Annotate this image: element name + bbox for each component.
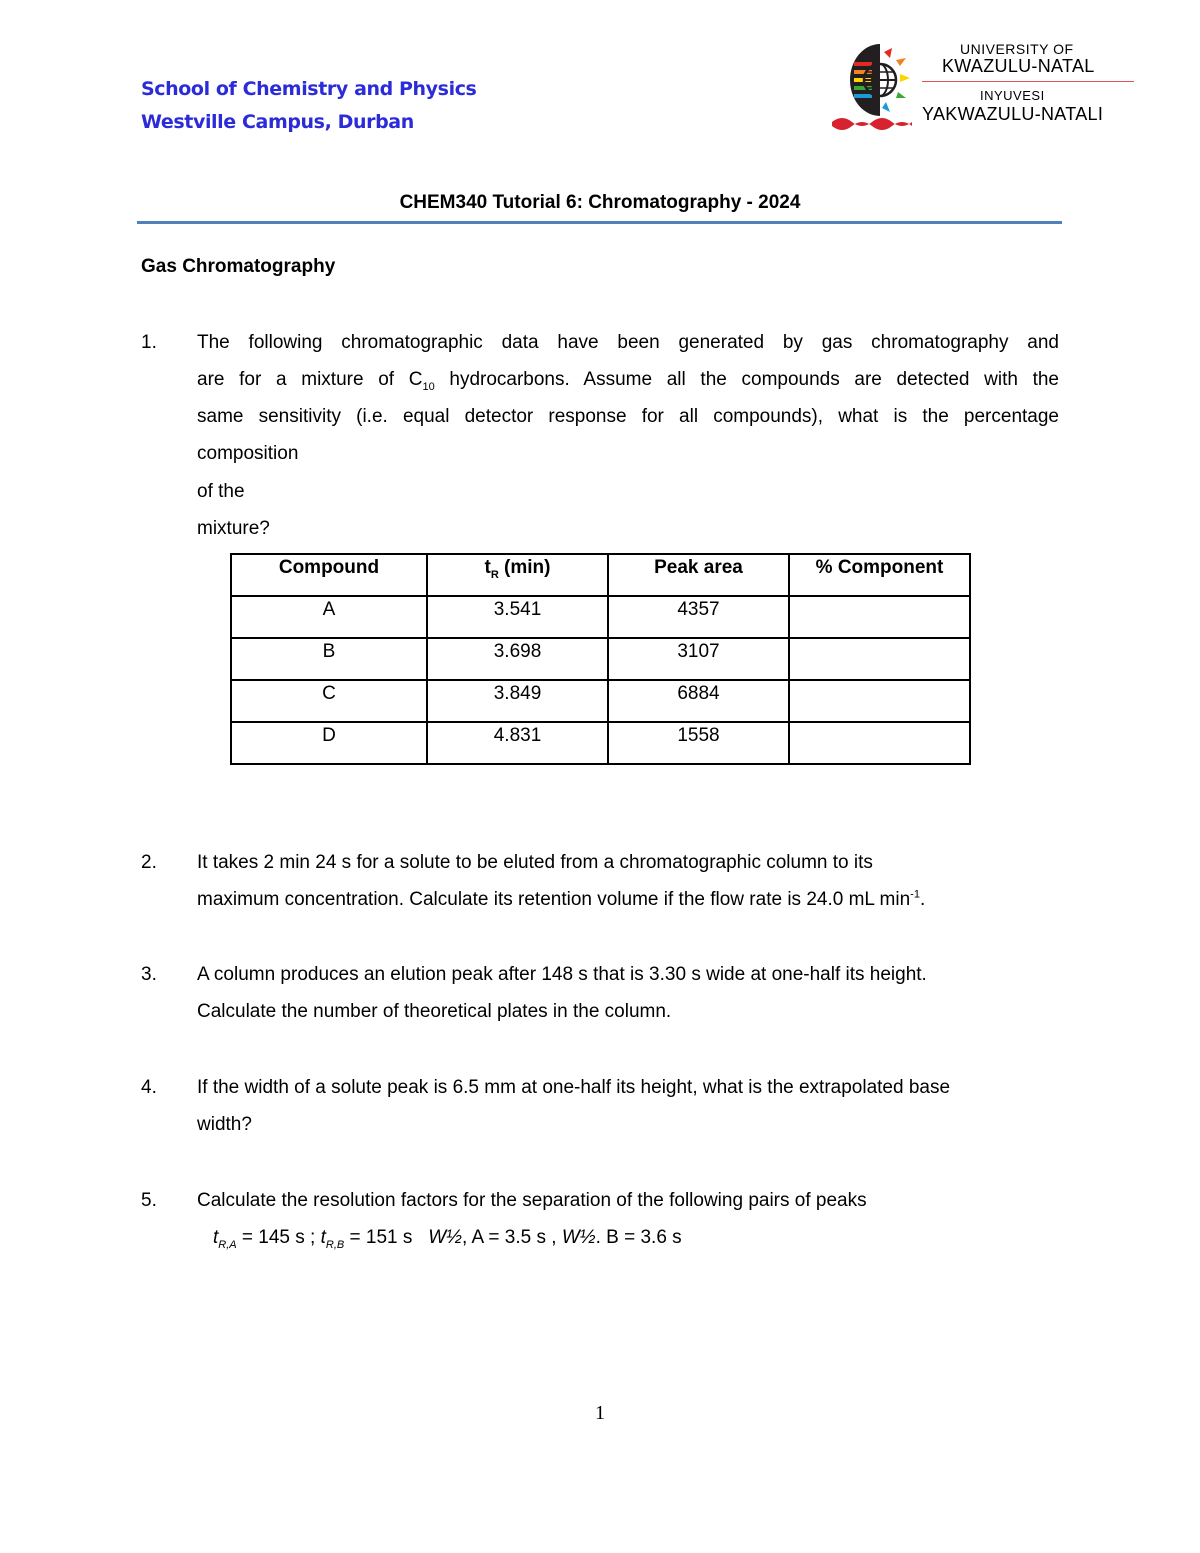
cell-percent-component xyxy=(789,596,970,638)
question-text-line: width? xyxy=(197,1114,252,1135)
table-row xyxy=(231,596,970,638)
question-text-line: The following chromatographic data have been generated by gas chromatography and xyxy=(197,332,1059,353)
question-number: 5. xyxy=(141,1190,157,1211)
cell-peak-area: 6884 xyxy=(608,680,789,722)
question-number: 4. xyxy=(141,1077,157,1098)
cell-compound: C xyxy=(231,680,427,722)
text-fragment: W½ xyxy=(561,1227,596,1248)
cell-retention-time: 3.541 xyxy=(427,596,608,638)
question-text-line: If the width of a solute peak is 6.5 mm at one-half its height, what is the extrapolated base xyxy=(197,1077,951,1098)
cell-peak-area: 1558 xyxy=(608,722,789,764)
logo-divider xyxy=(922,81,1134,82)
page-number: 1 xyxy=(595,1402,605,1424)
cell-compound: D xyxy=(231,722,427,764)
header-peak-area: Peak area xyxy=(608,554,789,596)
logo-line-yakwazulu-natali: YAKWAZULU-NATALI xyxy=(922,104,1104,124)
logo-line-university-of: UNIVERSITY OF xyxy=(960,41,1074,57)
text-fragment: maximum concentration. Calculate its retention volume if the flow rate is 24.0 mL min xyxy=(197,889,911,910)
logo-line-kwazulu-natal: KWAZULU-NATAL xyxy=(942,56,1095,76)
cell-peak-area: 3107 xyxy=(608,638,789,680)
campus-name: Westville Campus, Durban xyxy=(141,111,414,133)
table-header-row xyxy=(231,554,970,596)
question-number: 3. xyxy=(141,964,157,985)
subscript: R,B xyxy=(325,1238,345,1251)
subscript: R xyxy=(490,568,499,581)
text-fragment: . xyxy=(919,889,926,910)
cell-compound: A xyxy=(231,596,427,638)
title-divider xyxy=(137,221,1062,224)
question-text-line: same sensitivity (i.e. equal detector response for all compounds), what is the percentage xyxy=(197,406,1059,427)
cell-percent-component xyxy=(789,638,970,680)
question-text-line: Calculate the number of theoretical plates in the column. xyxy=(197,1001,672,1022)
cell-compound: B xyxy=(231,638,427,680)
question-text-line: composition of the mixture? xyxy=(197,443,299,539)
table-row xyxy=(231,680,970,722)
table-row xyxy=(231,722,970,764)
text-fragment: are for a mixture of C xyxy=(197,369,423,390)
logo-line-inyuvesi: INYUVESI xyxy=(980,88,1045,103)
text-fragment: t xyxy=(320,1227,326,1248)
cell-peak-area: 4357 xyxy=(608,596,789,638)
text-fragment: , A = 3.5 s , xyxy=(462,1227,562,1248)
cell-retention-time: 3.698 xyxy=(427,638,608,680)
question-text-line xyxy=(197,361,1059,399)
cell-retention-time: 3.849 xyxy=(427,680,608,722)
text-fragment: (min) xyxy=(498,557,551,578)
question-text-line: Calculate the resolution factors for the separation of the following pairs of peaks xyxy=(197,1190,867,1211)
text-fragment: = 151 s xyxy=(344,1227,429,1248)
question-number: 1. xyxy=(141,332,157,353)
text-fragment: = 145 s ; xyxy=(236,1227,321,1248)
question-text-line xyxy=(197,881,925,919)
table-row xyxy=(231,638,970,680)
question-text-line: A column produces an elution peak after 148 s that is 3.30 s wide at one-half its height. xyxy=(197,964,927,985)
question-number: 2. xyxy=(141,852,157,873)
cell-percent-component xyxy=(789,680,970,722)
header-compound: Compound xyxy=(231,554,427,596)
school-name: School of Chemistry and Physics xyxy=(141,78,477,100)
text-fragment: t xyxy=(484,557,491,578)
school-header xyxy=(141,73,476,139)
cell-percent-component xyxy=(789,722,970,764)
text-fragment: t xyxy=(213,1227,219,1248)
section-heading: Gas Chromatography xyxy=(141,256,336,277)
header-percent-component: % Component xyxy=(789,554,970,596)
subscript: R,A xyxy=(218,1238,237,1251)
text-fragment: W½ xyxy=(428,1227,462,1248)
header-retention-time xyxy=(427,554,608,596)
superscript: -1 xyxy=(910,888,920,901)
text-fragment: . B = 3.6 s xyxy=(595,1227,682,1248)
document-title: CHEM340 Tutorial 6: Chromatography - 2024 xyxy=(399,192,801,213)
question-text-line: It takes 2 min 24 s for a solute to be eluted from a chromatographic column to its xyxy=(197,852,873,873)
resolution-formula xyxy=(213,1219,682,1257)
cell-retention-time: 4.831 xyxy=(427,722,608,764)
subscript: 10 xyxy=(422,380,435,393)
data-table xyxy=(230,553,971,765)
ukzn-emblem-icon xyxy=(830,36,930,136)
university-logo xyxy=(830,36,1140,136)
text-fragment: hydrocarbons. Assume all the compounds are detected with the xyxy=(434,369,1059,390)
